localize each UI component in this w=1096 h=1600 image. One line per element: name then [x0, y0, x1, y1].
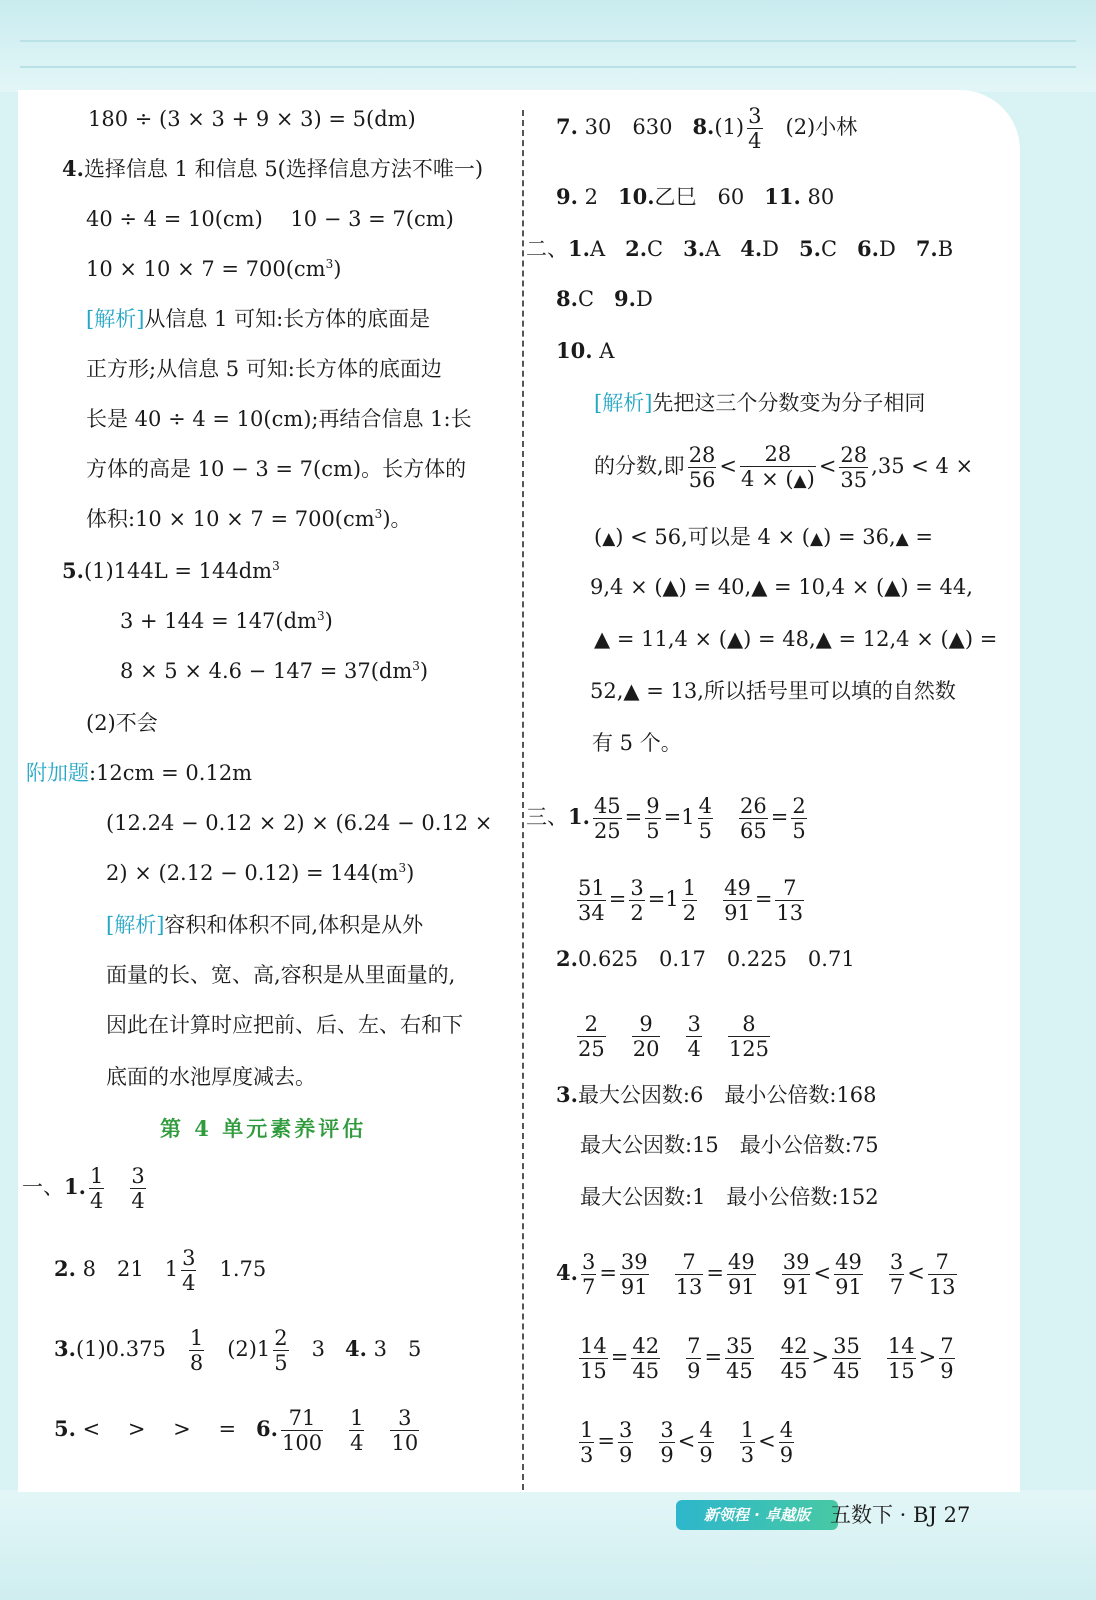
section-3-q4-row-1: 4. $\frac{3}{7}$ = $\frac{39}{91}$ $\frac{7}{13}$ = $\frac{49}{91}$ $\frac{39}{91}$ < $\frac{49}{91}$ $\frac{3}{7}$ < $\frac{7}{13}$ — [556, 1250, 956, 1299]
text-line: $2) \times (2.12 - 0.12) = 144(m^3)$ — [106, 861, 415, 885]
extra-question: 附加题:12cm = 0.12m — [26, 761, 253, 785]
section-1-q3: 3.(1)0.375 $\frac{1}{8}$ (2)1 $\frac{2}{5}$ 3 4. 3 5 — [54, 1326, 422, 1375]
text-line: 9,4 × (▲) = 40,▲ = 10,4 × (▲) = 44, — [590, 575, 973, 599]
text-line: (▲) < 56,可以是 4 × (▲) = 36,▲ = — [594, 525, 933, 549]
question-9-11: 9. 2 10.乙巳 60 11. 80 — [556, 184, 835, 209]
book-label: 五数下 · BJ — [830, 1503, 937, 1527]
text-line: 最大公因数:1 最小公倍数:152 — [580, 1185, 879, 1209]
text-line: $8 \times 5 \times 4.6 - 147 = 37(dm^3)$ — [120, 659, 429, 683]
page-number: 27 — [943, 1503, 971, 1527]
section-3-q4-row-3: $\frac{1}{3}$ = $\frac{3}{9}$ $\frac{3}{9}$ < $\frac{4}{9}$ $\frac{1}{3}$ < $\frac{4}{9}$ — [580, 1418, 794, 1467]
section-3-q2-fractions: $\frac{2}{25}$ $\frac{9}{20}$ $\frac{3}{4}$ $\frac{8}{125}$ — [578, 1012, 769, 1061]
section-3-q3: 3.最大公因数:6 最小公倍数:168 — [556, 1082, 877, 1107]
text-line: (12.24 − 0.12 × 2) × (6.24 − 0.12 × — [106, 811, 493, 835]
text-line: 最大公因数:15 最小公倍数:75 — [580, 1133, 879, 1157]
text-line: $3 + 144 = 147(dm^3)$ — [120, 609, 333, 633]
text-line: 52,▲ = 13,所以括号里可以填的自然数 — [590, 679, 956, 703]
text-line: 40 ÷ 4 = 10(cm) 10 − 3 = 7(cm) — [86, 207, 454, 231]
section-3-q1-row-2: $\frac{51}{34}$ = $\frac{3}{2}$ =1 $\frac{1}{2}$ $\frac{49}{91}$ = $\frac{7}{13}$ — [578, 876, 804, 925]
column-divider — [522, 110, 524, 1490]
section-1-q5: 5. < > > = 6. $\frac{71}{100}$ $\frac{1}{4}$ $\frac{3}{10}$ — [54, 1406, 419, 1455]
page-footer — [830, 1502, 970, 1528]
section-1-q2: 2. 8 21 1 $\frac{3}{4}$ 1.75 — [54, 1246, 267, 1295]
series-badge: 新领程 · 卓越版 — [676, 1500, 838, 1530]
top-stripe — [20, 40, 1076, 42]
section-3-q2: 2.0.625 0.17 0.225 0.71 — [556, 946, 855, 971]
analysis-label: [解析] — [86, 307, 145, 331]
section-2-row-2: 8.C 9.D — [556, 286, 653, 311]
text-line: 正方形;从信息 5 可知:长方体的底面边 — [86, 357, 442, 381]
section-2-q10: 10. A — [556, 338, 615, 363]
text-line: 有 5 个。 — [592, 731, 682, 755]
unit-title: 第 4 单元素养评估 — [160, 1116, 367, 1141]
top-band — [0, 0, 1096, 92]
text-line: 长是 40 ÷ 4 = 10(cm);再结合信息 1:长 — [86, 407, 472, 431]
text-line: 因此在计算时应把前、后、左、右和下 — [106, 1013, 463, 1037]
text-line: 体积:10 × $10 \times 7 = 700(cm^3)$。 — [86, 507, 412, 531]
text-line: $10 \times 10 \times 7 = 700(cm^3)$ — [86, 257, 342, 281]
question-7-8: 7. 30 630 8.(1) $\frac{3}{4}$ (2)小林 — [556, 104, 858, 153]
question-4: 4.选择信息 1 和信息 5(选择信息方法不唯一) — [62, 156, 484, 181]
text-line: ▲ = 11,4 × (▲) = 48,▲ = 12,4 × (▲) = — [594, 627, 998, 651]
analysis-paragraph: [解析]从信息 1 可知:长方体的底面是 — [86, 307, 431, 331]
analysis-label: [解析] — [594, 391, 653, 415]
text-line: 方体的高是 10 − 3 = 7(cm)。长方体的 — [86, 457, 467, 481]
text-line: (2)不会 — [86, 711, 158, 735]
text-line: 底面的水池厚度减去。 — [106, 1065, 316, 1089]
question-5: $5.(1)144L = 144dm^3$ — [62, 558, 280, 583]
text-line: 面量的长、宽、高,容积是从里面量的, — [106, 963, 456, 987]
section-3-q1-row-1: 三、1. $\frac{45}{25}$ = $\frac{9}{5}$ =1 $\frac{4}{5}$ $\frac{26}{65}$ = $\frac{2}{5}$ — [526, 794, 806, 843]
analysis-fractions-line: 的分数,即 $\frac{28}{56}$ < $\frac{28}{4 \times (▲)}$ < $\frac{28}{35}$ ,35 < 4 × — [594, 442, 974, 492]
section-3-q4-row-2: $\frac{14}{15}$ = $\frac{42}{45}$ $\frac{7}{9}$ = $\frac{35}{45}$ $\frac{42}{45}$ > $\frac{35}{45}$ $\frac{14}{15}$ > $\frac{7}{9}$ — [580, 1334, 954, 1383]
extra-label: 附加题 — [26, 761, 89, 785]
analysis-paragraph: [解析]先把这三个分数变为分子相同 — [594, 391, 926, 415]
text-line: 180 ÷ (3 × 3 + 9 × 3) = 5(dm) — [88, 107, 416, 131]
section-1-q1: 一、1. $\frac{1}{4}$ $\frac{3}{4}$ — [22, 1164, 145, 1213]
top-stripe — [20, 66, 1076, 68]
section-2-row-1: 二、1.A 2.C 3.A 4.D 5.C 6.D 7.B — [526, 236, 954, 261]
analysis-label: [解析] — [106, 913, 165, 937]
analysis-paragraph: [解析]容积和体积不同,体积是从外 — [106, 913, 424, 937]
